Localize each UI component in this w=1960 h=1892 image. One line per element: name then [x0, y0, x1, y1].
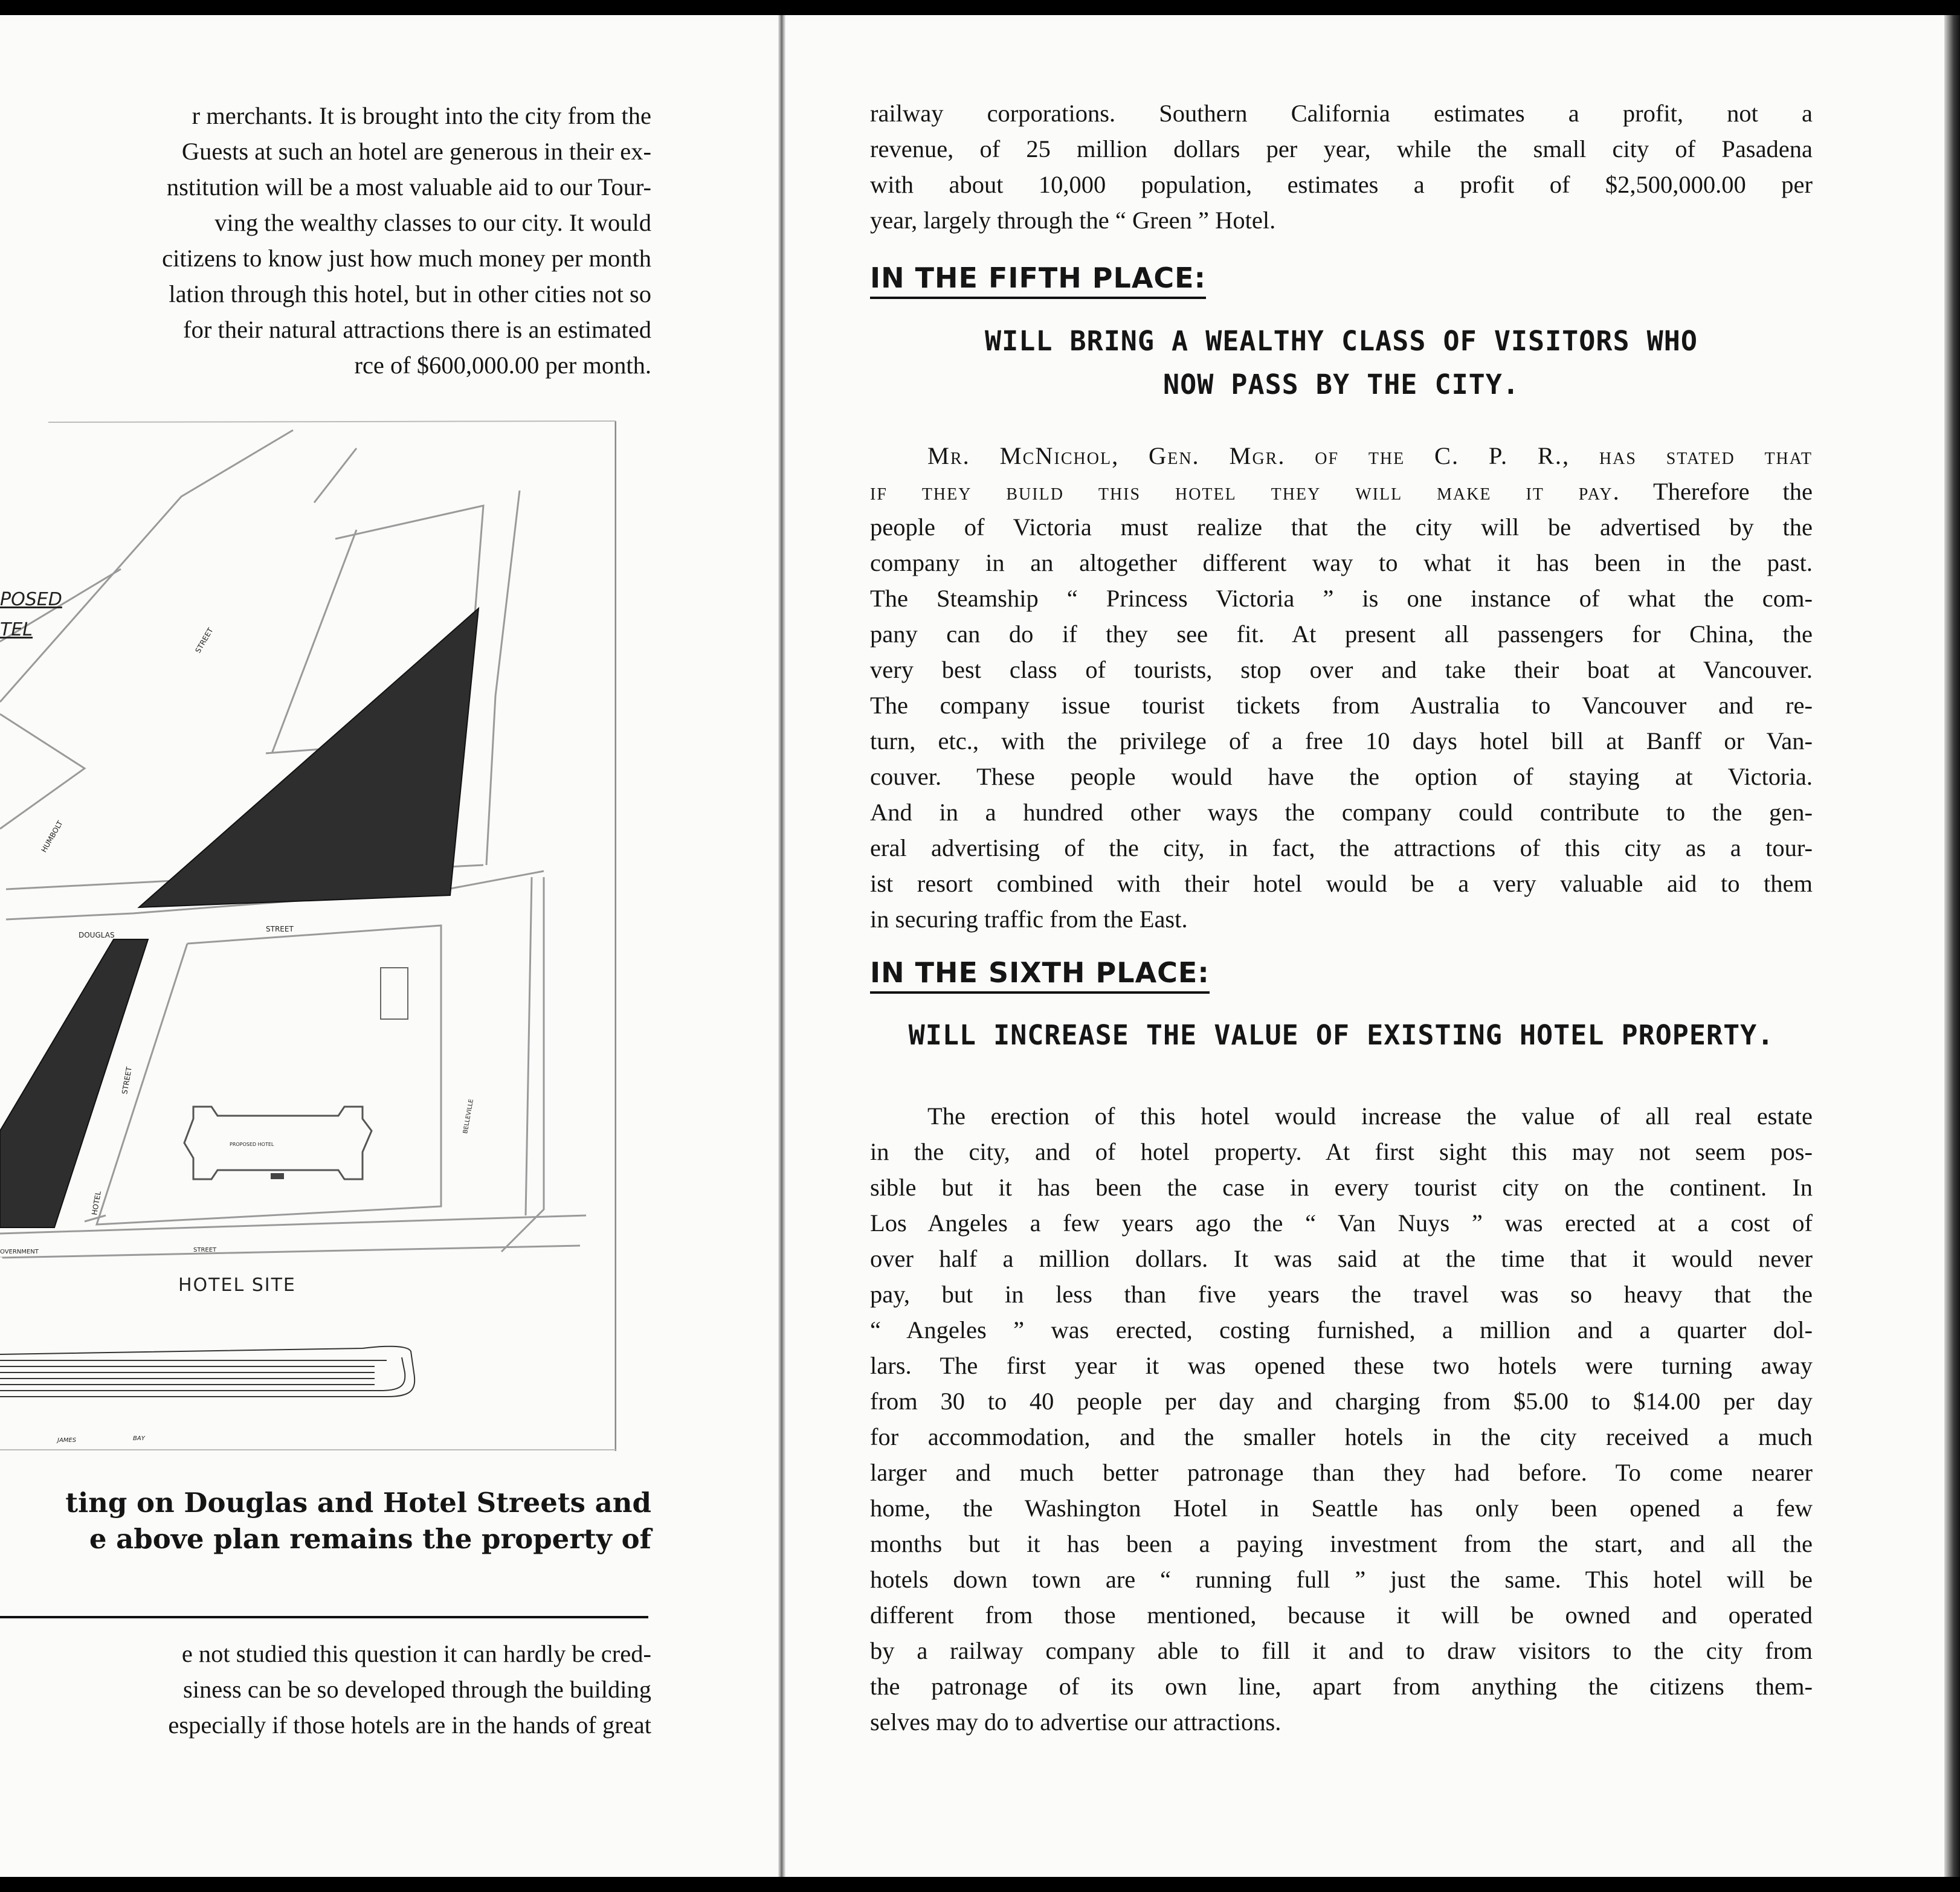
text-line: And in a hundred other ways the company could contribute to the gen-	[870, 799, 1813, 826]
text-line: hotels down town are “ running full ” just the same. This hotel will be	[870, 1566, 1813, 1593]
map-label-bay: BAY	[133, 1435, 145, 1442]
text-line: in securing traffic from the East.	[870, 906, 1188, 933]
map-label-street-3: STREET	[120, 1066, 134, 1095]
map-label-hotel-street: HOTEL	[90, 1190, 103, 1216]
text-line: turn, etc., with the privilege of a free 10 days hotel bill at Banff or Van-	[870, 727, 1813, 755]
text-line: lars. The first year it was opened these two hotels were turning away	[870, 1352, 1813, 1379]
map-label-street-1: STREET	[266, 925, 294, 933]
caption-line: ting on Douglas and Hotel Streets and	[65, 1487, 651, 1519]
smallcaps-lead: if they build this hotel they will make it pay.	[870, 478, 1620, 505]
text-line: siness can be so developed through the building	[183, 1676, 651, 1703]
subheading-line: WILL INCREASE THE VALUE OF EXISTING HOTEL PROPERTY.	[908, 1019, 1775, 1051]
map-label-proposed-hotel: PROPOSED HOTEL	[230, 1142, 274, 1147]
book-spread	[0, 15, 1960, 1877]
text-line: home, the Washington Hotel in Seattle has only been opened a few	[870, 1495, 1813, 1522]
text-line: with about 10,000 population, estimates a profit of $2,500,000.00 per	[870, 171, 1813, 198]
text-line: rce of $600,000.00 per month.	[354, 352, 651, 379]
map-caption	[0, 1485, 651, 1557]
fifth-place-subheading	[870, 320, 1813, 407]
text-line: Los Angeles a few years ago the “ Van Nuys ” was erected at a cost of	[870, 1209, 1813, 1237]
text-line: citizens to know just how much money per month	[162, 245, 651, 272]
site-plan-map	[0, 406, 616, 1451]
text-line: different from those mentioned, because it will be owned and operated	[870, 1601, 1813, 1629]
map-label-douglas: DOUGLAS	[79, 931, 115, 939]
text-line: the patronage of its own line, apart from anything the citizens them-	[870, 1673, 1813, 1700]
map-label-humboldt: HUMBOLT	[39, 819, 65, 854]
text-line: The erection of this hotel would increase the value of all real estate	[927, 1102, 1813, 1130]
left-top-paragraph	[0, 98, 651, 383]
text-line: very best class of tourists, stop over and take their boat at Vancouver.	[870, 656, 1813, 683]
text-line: ist resort combined with their hotel would be a very valuable aid to them	[870, 870, 1813, 897]
subheading-line: NOW PASS BY THE CITY.	[1163, 368, 1520, 401]
text-line: sible but it has been the case in every tourist city on the continent. In	[870, 1174, 1813, 1201]
text-line: eral advertising of the city, in fact, the attractions of this city as a tour-	[870, 834, 1813, 861]
text-line: months but it has been a paying investment from the start, and all the	[870, 1530, 1813, 1557]
text-line: by a railway company able to fill it and to draw visitors to the city from	[870, 1637, 1813, 1664]
text-line: in the city, and of hotel property. At first sight this may not seem pos-	[870, 1138, 1813, 1165]
text-line: The company issue tourist tickets from Australia to Vancouver and re-	[870, 692, 1813, 719]
map-label-proposed: POSED	[0, 589, 62, 610]
text-line: pany can do if they see fit. At present all passengers for China, the	[870, 620, 1813, 648]
caption-line: e above plan remains the property of	[89, 1523, 651, 1555]
text-line: lation through this hotel, but in other cities not so	[169, 280, 651, 307]
right-page	[785, 15, 1960, 1877]
text-line: larger and much better patronage than they had before. To come nearer	[870, 1459, 1813, 1486]
subheading-line: WILL BRING A WEALTHY CLASS OF VISITORS WHO	[985, 325, 1698, 357]
map-label-hotel-site: HOTEL SITE	[178, 1275, 296, 1296]
map-label-street-4: STREET	[193, 1247, 217, 1253]
text-line: Guests at such an hotel are generous in their ex-	[181, 138, 651, 165]
fifth-place-heading: IN THE FIFTH PLACE:	[870, 262, 1206, 299]
text-line: railway corporations. Southern California estimates a profit, not a	[870, 100, 1813, 127]
text-line: over half a million dollars. It was said at the time that it would never	[870, 1245, 1813, 1272]
text-line: pay, but in less than five years the travel was so heavy that the	[870, 1281, 1813, 1308]
text-line: revenue, of 25 million dollars per year, while the small city of Pasadena	[870, 135, 1813, 162]
text-line: people of Victoria must realize that the city will be advertised by the	[870, 513, 1813, 541]
map-label-street-2: STREET	[193, 626, 215, 655]
map-label-belleville: BELLEVILLE	[462, 1098, 475, 1134]
text-line-mixed	[870, 474, 1813, 509]
page-edge-shadow	[1944, 15, 1960, 1877]
text-line: for their natural attractions there is an estimated	[183, 316, 651, 343]
text-line: selves may do to advertise our attractions.	[870, 1708, 1281, 1736]
map-label-government: OVERNMENT	[0, 1249, 39, 1255]
text-line: company in an altogether different way to what it has been in the past.	[870, 549, 1813, 576]
map-label-james: JAMES	[57, 1437, 77, 1444]
book-gutter	[778, 15, 785, 1877]
lead-rest: Therefore the	[1620, 478, 1813, 505]
sixth-place-paragraph	[870, 1098, 1813, 1740]
sixth-place-subheading	[870, 1014, 1813, 1057]
section-divider	[0, 1616, 648, 1618]
text-line: from 30 to 40 people per day and charging from $5.00 to $14.00 per day	[870, 1388, 1813, 1415]
map-label-hotel: TEL	[0, 619, 33, 640]
text-line: The Steamship “ Princess Victoria ” is one instance of what the com-	[870, 585, 1813, 612]
text-line: r merchants. It is brought into the city from the	[192, 102, 651, 129]
intro-paragraph	[870, 95, 1813, 238]
text-line: couver. These people would have the option of staying at Victoria.	[870, 763, 1813, 790]
text-line: e not studied this question it can hardly be cred-	[181, 1640, 651, 1667]
left-bottom-paragraph	[0, 1636, 651, 1743]
text-line: year, largely through the “ Green ” Hotel.	[870, 207, 1276, 234]
text-line: for accommodation, and the smaller hotels in the city received a much	[870, 1423, 1813, 1450]
fifth-place-paragraph	[870, 438, 1813, 937]
text-line: nstitution will be a most valuable aid to our Tour-	[166, 173, 651, 201]
text-line: “ Angeles ” was erected, costing furnished, a million and a quarter dol-	[870, 1316, 1813, 1343]
text-line: especially if those hotels are in the hands of great	[168, 1711, 651, 1739]
sixth-place-heading: IN THE SIXTH PLACE:	[870, 956, 1210, 994]
text-line: ving the wealthy classes to our city. It would	[214, 209, 651, 236]
text-line: Mr. McNichol, Gen. Mgr. of the C. P. R., has stated that	[927, 442, 1813, 469]
left-page	[0, 15, 778, 1877]
